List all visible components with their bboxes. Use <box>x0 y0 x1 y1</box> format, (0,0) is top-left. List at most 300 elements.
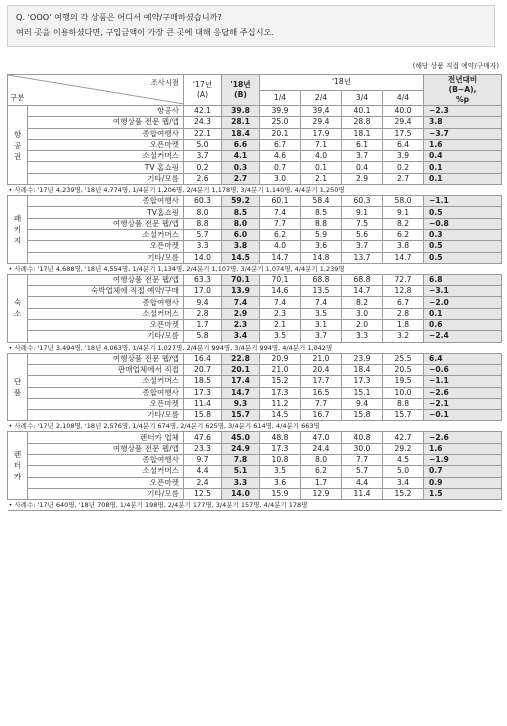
cell-q1: 15.9 <box>260 488 301 499</box>
table-row <box>8 364 502 375</box>
cell-y17: 8.8 <box>184 218 222 229</box>
cell-diff: −2.1 <box>424 398 502 409</box>
cell-q3: 9.1 <box>342 207 383 218</box>
table-row <box>8 218 502 229</box>
cell-diff: 1.5 <box>424 488 502 499</box>
group-label <box>8 106 28 185</box>
group-label-char: 공 <box>13 140 22 150</box>
cell-q1: 6.7 <box>260 139 301 150</box>
cell-q1: 2.1 <box>260 320 301 331</box>
header-y17 <box>184 75 222 106</box>
sample-size-note: • 사례수: '17년 640명, '18년 708명, 1/4분기 198명, 2/4분기 177명, 3/4분기 157명, 4/4분기 178명 <box>8 500 502 511</box>
cell-q1: 17.3 <box>260 443 301 454</box>
cell-q3: 40.8 <box>342 432 383 443</box>
cell-q2: 16.5 <box>301 387 342 398</box>
cell-q1: 11.2 <box>260 398 301 409</box>
cell-y18: 2.9 <box>222 308 260 319</box>
cell-y18: 59.2 <box>222 196 260 207</box>
cell-diff: −2.3 <box>424 106 502 117</box>
cell-q4: 3.2 <box>383 331 424 342</box>
header-corner-cell <box>8 75 184 106</box>
cell-diff: −0.8 <box>424 218 502 229</box>
cell-diff: 0.1 <box>424 173 502 184</box>
cell-diff: −0.6 <box>424 364 502 375</box>
cell-item: 오픈마켓 <box>28 398 184 409</box>
table-row <box>8 274 502 285</box>
cell-y17: 60.3 <box>184 196 222 207</box>
sample-size-row <box>8 263 502 274</box>
header-diff-label: 전년대비 <box>447 75 478 84</box>
cell-q3: 8.2 <box>342 297 383 308</box>
header-q2: 2/4 <box>301 90 342 106</box>
cell-y18: 13.9 <box>222 286 260 297</box>
cell-diff: 0.6 <box>424 320 502 331</box>
cell-q2: 13.5 <box>301 286 342 297</box>
cell-y18: 70.1 <box>222 274 260 285</box>
cell-item: 여행상품 전문 웹/앱 <box>28 218 184 229</box>
cell-y17: 2.4 <box>184 477 222 488</box>
header-row-1 <box>8 75 502 91</box>
cell-q4: 15.7 <box>383 410 424 421</box>
group-label-char: 소 <box>13 309 22 319</box>
cell-y17: 63.3 <box>184 274 222 285</box>
table-row <box>8 353 502 364</box>
table-row <box>8 320 502 331</box>
cell-q2: 4.0 <box>301 151 342 162</box>
group-label <box>8 432 28 500</box>
cell-q3: 2.9 <box>342 173 383 184</box>
group-label-char: 패 <box>13 213 22 223</box>
cell-item: 숙박업체에 직접 예약/구매 <box>28 286 184 297</box>
cell-y17: 3.3 <box>184 241 222 252</box>
cell-q1: 14.7 <box>260 252 301 263</box>
cell-y17: 9.4 <box>184 297 222 308</box>
cell-q4: 2.8 <box>383 308 424 319</box>
cell-diff: 6.4 <box>424 353 502 364</box>
cell-q3: 18.4 <box>342 364 383 375</box>
table-row <box>8 173 502 184</box>
cell-q1: 3.5 <box>260 331 301 342</box>
sample-size-note: • 사례수: '17년 4,688명, '18년 4,554명, 1/4분기 1,134명, 2/4분기 1,107명, 3/4분기 1,074명, 4/4분기 1,239명 <box>8 263 502 274</box>
header-q4: 4/4 <box>383 90 424 106</box>
header-y18-label: '18년 <box>230 80 251 89</box>
cell-q1: 4.6 <box>260 151 301 162</box>
cell-q2: 2.1 <box>301 173 342 184</box>
group-label-char: 터 <box>13 461 22 471</box>
table-row <box>8 196 502 207</box>
cell-q2: 20.4 <box>301 364 342 375</box>
cell-q2: 7.4 <box>301 297 342 308</box>
cell-item: 종합여행사 <box>28 128 184 139</box>
cell-q3: 28.8 <box>342 117 383 128</box>
cell-y17: 17.3 <box>184 387 222 398</box>
cell-q4: 9.1 <box>383 207 424 218</box>
cell-diff: 0.5 <box>424 252 502 263</box>
cell-q1: 7.4 <box>260 207 301 218</box>
cell-q1: 0.7 <box>260 162 301 173</box>
cell-q1: 3.0 <box>260 173 301 184</box>
cell-q4: 29.4 <box>383 117 424 128</box>
cell-q2: 3.6 <box>301 241 342 252</box>
cell-q2: 3.5 <box>301 308 342 319</box>
cell-q4: 1.8 <box>383 320 424 331</box>
cell-q1: 6.2 <box>260 229 301 240</box>
header-diff-sub: (B−A), <box>448 85 477 94</box>
cell-q1: 3.5 <box>260 466 301 477</box>
cell-q4: 8.8 <box>383 398 424 409</box>
results-table <box>7 74 502 511</box>
cell-q4: 58.0 <box>383 196 424 207</box>
cell-q2: 1.7 <box>301 477 342 488</box>
respondent-note: (해당 상품 직접 예약/구매자) <box>412 62 499 70</box>
table-row <box>8 387 502 398</box>
table-row <box>8 229 502 240</box>
cell-q3: 3.3 <box>342 331 383 342</box>
header-q3: 3/4 <box>342 90 383 106</box>
table-row <box>8 376 502 387</box>
table-row <box>8 162 502 173</box>
cell-item: 소셜커머스 <box>28 308 184 319</box>
cell-item: 종합여행사 <box>28 387 184 398</box>
cell-q2: 29.4 <box>301 117 342 128</box>
cell-q2: 14.8 <box>301 252 342 263</box>
cell-q2: 8.8 <box>301 218 342 229</box>
cell-y18: 24.9 <box>222 443 260 454</box>
cell-q4: 15.2 <box>383 488 424 499</box>
cell-item: 소셜커머스 <box>28 466 184 477</box>
header-q1: 1/4 <box>260 90 301 106</box>
cell-y18: 7.4 <box>222 297 260 308</box>
table-row <box>8 477 502 488</box>
cell-item: 여행상품 전문 웹/앱 <box>28 353 184 364</box>
header-y18-quarters: '18년 <box>260 75 424 91</box>
header-y18 <box>222 75 260 106</box>
cell-y18: 14.7 <box>222 387 260 398</box>
cell-y17: 8.0 <box>184 207 222 218</box>
cell-y17: 12.5 <box>184 488 222 499</box>
cell-y17: 5.8 <box>184 331 222 342</box>
header-diff-unit: %p <box>456 95 470 104</box>
cell-item: 여행상품 전문 웹/앱 <box>28 274 184 285</box>
cell-y18: 3.3 <box>222 477 260 488</box>
sample-size-row <box>8 185 502 196</box>
cell-q1: 14.6 <box>260 286 301 297</box>
header-diff <box>424 75 502 106</box>
group-label <box>8 353 28 421</box>
cell-q1: 39.9 <box>260 106 301 117</box>
table-row <box>8 139 502 150</box>
cell-q1: 25.0 <box>260 117 301 128</box>
cell-y18: 4.1 <box>222 151 260 162</box>
cell-diff: 0.1 <box>424 308 502 319</box>
cell-q3: 0.4 <box>342 162 383 173</box>
table-row <box>8 207 502 218</box>
cell-y17: 0.2 <box>184 162 222 173</box>
cell-item: 기타/모름 <box>28 173 184 184</box>
cell-q4: 12.8 <box>383 286 424 297</box>
cell-y17: 24.3 <box>184 117 222 128</box>
sample-size-note: • 사례수: '17년 4,239명, '18년 4,774명, 1/4분기 1,206명, 2/4분기 1,178명, 3/4분기 1,140명, 4/4분기 1,250명 <box>8 185 502 196</box>
question-box <box>7 5 495 47</box>
cell-q2: 7.7 <box>301 398 342 409</box>
cell-q3: 4.4 <box>342 477 383 488</box>
cell-q1: 70.1 <box>260 274 301 285</box>
cell-item: 기타/모름 <box>28 252 184 263</box>
cell-item: 종합여행사 <box>28 196 184 207</box>
cell-item: TV홈쇼핑 <box>28 207 184 218</box>
cell-y18: 2.3 <box>222 320 260 331</box>
cell-y17: 4.4 <box>184 466 222 477</box>
group-label-char: 숙 <box>13 298 22 308</box>
table-row <box>8 466 502 477</box>
question-instruction: 여러 곳을 이용하셨다면, 구입금액이 가장 큰 곳에 대해 응답해 주십시오. <box>16 27 274 37</box>
cell-q4: 20.5 <box>383 364 424 375</box>
cell-diff: −2.6 <box>424 387 502 398</box>
table-row <box>8 252 502 263</box>
cell-y17: 11.4 <box>184 398 222 409</box>
cell-q1: 2.3 <box>260 308 301 319</box>
table-row <box>8 432 502 443</box>
cell-q3: 60.3 <box>342 196 383 207</box>
cell-y18: 17.4 <box>222 376 260 387</box>
cell-q3: 17.3 <box>342 376 383 387</box>
cell-q1: 21.0 <box>260 364 301 375</box>
cell-diff: −0.1 <box>424 410 502 421</box>
cell-item: 기타/모름 <box>28 331 184 342</box>
cell-diff: −1.9 <box>424 455 502 466</box>
cell-q4: 19.5 <box>383 376 424 387</box>
cell-y18: 3.4 <box>222 331 260 342</box>
cell-q4: 14.7 <box>383 252 424 263</box>
cell-q1: 14.5 <box>260 410 301 421</box>
cell-q4: 6.4 <box>383 139 424 150</box>
cell-diff: 0.5 <box>424 207 502 218</box>
cell-q4: 72.7 <box>383 274 424 285</box>
cell-item: 종합여행사 <box>28 455 184 466</box>
cell-y17: 18.5 <box>184 376 222 387</box>
cell-diff: −2.4 <box>424 331 502 342</box>
cell-q4: 4.5 <box>383 455 424 466</box>
cell-q1: 3.6 <box>260 477 301 488</box>
cell-q4: 42.7 <box>383 432 424 443</box>
cell-q2: 3.7 <box>301 331 342 342</box>
cell-diff: 6.8 <box>424 274 502 285</box>
cell-q2: 68.8 <box>301 274 342 285</box>
cell-q3: 68.8 <box>342 274 383 285</box>
cell-q1: 20.1 <box>260 128 301 139</box>
cell-y18: 3.8 <box>222 241 260 252</box>
cell-diff: −2.0 <box>424 297 502 308</box>
cell-item: TV 홈쇼핑 <box>28 162 184 173</box>
cell-y17: 17.0 <box>184 286 222 297</box>
cell-q4: 3.4 <box>383 477 424 488</box>
cell-q4: 5.0 <box>383 466 424 477</box>
group-label-char: 품 <box>13 388 22 398</box>
cell-q2: 6.2 <box>301 466 342 477</box>
cell-diff: −2.6 <box>424 432 502 443</box>
cell-q2: 16.7 <box>301 410 342 421</box>
cell-item: 기타/모름 <box>28 410 184 421</box>
cell-q4: 25.5 <box>383 353 424 364</box>
cell-item: 여행상품 전문 웹/앱 <box>28 443 184 454</box>
category-label: 구분 <box>10 93 25 102</box>
cell-y17: 20.7 <box>184 364 222 375</box>
table-row <box>8 443 502 454</box>
cell-y18: 7.8 <box>222 455 260 466</box>
cell-q2: 0.1 <box>301 162 342 173</box>
cell-item: 오픈마켓 <box>28 320 184 331</box>
header-y18-sub: (B) <box>234 90 247 99</box>
table-row <box>8 331 502 342</box>
cell-y18: 45.0 <box>222 432 260 443</box>
cell-q1: 10.8 <box>260 455 301 466</box>
cell-q4: 6.7 <box>383 297 424 308</box>
cell-diff: 1.6 <box>424 443 502 454</box>
sample-size-row <box>8 342 502 353</box>
cell-q2: 58.4 <box>301 196 342 207</box>
cell-y18: 18.4 <box>222 128 260 139</box>
cell-q3: 40.1 <box>342 106 383 117</box>
header-y17-label: '17년 <box>192 80 213 89</box>
cell-diff: 0.7 <box>424 466 502 477</box>
cell-y18: 28.1 <box>222 117 260 128</box>
cell-diff: 0.5 <box>424 241 502 252</box>
cell-q4: 17.5 <box>383 128 424 139</box>
group-label-char: 지 <box>13 235 22 245</box>
cell-q3: 5.7 <box>342 466 383 477</box>
cell-y17: 22.1 <box>184 128 222 139</box>
cell-q4: 3.9 <box>383 151 424 162</box>
cell-diff: 3.8 <box>424 117 502 128</box>
cell-item: 종합여행사 <box>28 297 184 308</box>
cell-q3: 14.7 <box>342 286 383 297</box>
cell-y17: 23.3 <box>184 443 222 454</box>
cell-q3: 23.9 <box>342 353 383 364</box>
cell-y17: 2.6 <box>184 173 222 184</box>
cell-y17: 5.7 <box>184 229 222 240</box>
cell-q3: 13.7 <box>342 252 383 263</box>
cell-y18: 39.8 <box>222 106 260 117</box>
table-row <box>8 128 502 139</box>
cell-q4: 0.2 <box>383 162 424 173</box>
group-label-char: 항 <box>13 129 22 139</box>
sample-size-row <box>8 421 502 432</box>
group-label-char: 권 <box>13 151 22 161</box>
cell-item: 소셜커머스 <box>28 151 184 162</box>
cell-q1: 15.2 <box>260 376 301 387</box>
cell-q4: 2.7 <box>383 173 424 184</box>
question-text: Q. 'OOO' 여행의 각 상품은 어디서 예약/구매하셨습니까? <box>16 12 222 22</box>
cell-y18: 2.7 <box>222 173 260 184</box>
cell-diff: 0.9 <box>424 477 502 488</box>
cell-y18: 14.5 <box>222 252 260 263</box>
cell-item: 항공사 <box>28 106 184 117</box>
cell-item: 소셜커머스 <box>28 229 184 240</box>
cell-y17: 15.8 <box>184 410 222 421</box>
cell-q1: 4.0 <box>260 241 301 252</box>
cell-item: 오픈마켓 <box>28 477 184 488</box>
cell-diff: 0.4 <box>424 151 502 162</box>
cell-diff: −1.1 <box>424 376 502 387</box>
cell-q3: 30.0 <box>342 443 383 454</box>
cell-q1: 7.4 <box>260 297 301 308</box>
table-row <box>8 410 502 421</box>
cell-q1: 7.7 <box>260 218 301 229</box>
cell-q2: 21.0 <box>301 353 342 364</box>
cell-q3: 3.7 <box>342 241 383 252</box>
cell-y17: 42.1 <box>184 106 222 117</box>
cell-q1: 48.8 <box>260 432 301 443</box>
cell-y17: 9.7 <box>184 455 222 466</box>
group-label <box>8 196 28 264</box>
cell-item: 기타/모름 <box>28 488 184 499</box>
cell-q2: 8.0 <box>301 455 342 466</box>
cell-q4: 10.0 <box>383 387 424 398</box>
cell-item: 소셜커머스 <box>28 376 184 387</box>
cell-q3: 5.6 <box>342 229 383 240</box>
cell-q1: 60.1 <box>260 196 301 207</box>
cell-diff: −1.1 <box>424 196 502 207</box>
cell-y17: 3.7 <box>184 151 222 162</box>
table-row <box>8 398 502 409</box>
cell-q3: 7.5 <box>342 218 383 229</box>
cell-q2: 24.4 <box>301 443 342 454</box>
cell-q2: 12.9 <box>301 488 342 499</box>
sample-size-note: • 사례수: '17년 2,108명, '18년 2,576명, 1/4분기 674명, 2/4분기 625명, 3/4분기 614명, 4/4분기 663명 <box>8 421 502 432</box>
group-label-char: 단 <box>13 377 22 387</box>
cell-y18: 6.6 <box>222 139 260 150</box>
cell-y17: 14.0 <box>184 252 222 263</box>
table-row <box>8 151 502 162</box>
cell-y18: 22.8 <box>222 353 260 364</box>
cell-q2: 8.5 <box>301 207 342 218</box>
cell-q1: 20.9 <box>260 353 301 364</box>
cell-item: 오픈마켓 <box>28 139 184 150</box>
table-row <box>8 241 502 252</box>
table-row <box>8 455 502 466</box>
cell-item: 렌터카 업체 <box>28 432 184 443</box>
cell-q3: 18.1 <box>342 128 383 139</box>
cell-q2: 7.1 <box>301 139 342 150</box>
cell-q3: 11.4 <box>342 488 383 499</box>
table-row <box>8 297 502 308</box>
cell-q3: 15.1 <box>342 387 383 398</box>
cell-q4: 8.2 <box>383 218 424 229</box>
cell-q3: 3.0 <box>342 308 383 319</box>
cell-item: 오픈마켓 <box>28 241 184 252</box>
cell-q3: 6.1 <box>342 139 383 150</box>
cell-q3: 2.0 <box>342 320 383 331</box>
cell-y17: 16.4 <box>184 353 222 364</box>
cell-q4: 40.0 <box>383 106 424 117</box>
group-label-char: 렌 <box>13 450 22 460</box>
header-y17-sub: (A) <box>196 90 209 99</box>
cell-y18: 14.0 <box>222 488 260 499</box>
cell-q2: 17.7 <box>301 376 342 387</box>
table-row <box>8 106 502 117</box>
survey-time-label: 조사시점 <box>150 78 179 87</box>
table-row <box>8 488 502 499</box>
table-row <box>8 286 502 297</box>
table-row <box>8 308 502 319</box>
cell-y18: 20.1 <box>222 364 260 375</box>
cell-q2: 17.9 <box>301 128 342 139</box>
cell-y17: 1.7 <box>184 320 222 331</box>
cell-item: 여행상품 전문 웹/앱 <box>28 117 184 128</box>
cell-y17: 2.8 <box>184 308 222 319</box>
cell-y18: 6.0 <box>222 229 260 240</box>
cell-q1: 17.3 <box>260 387 301 398</box>
